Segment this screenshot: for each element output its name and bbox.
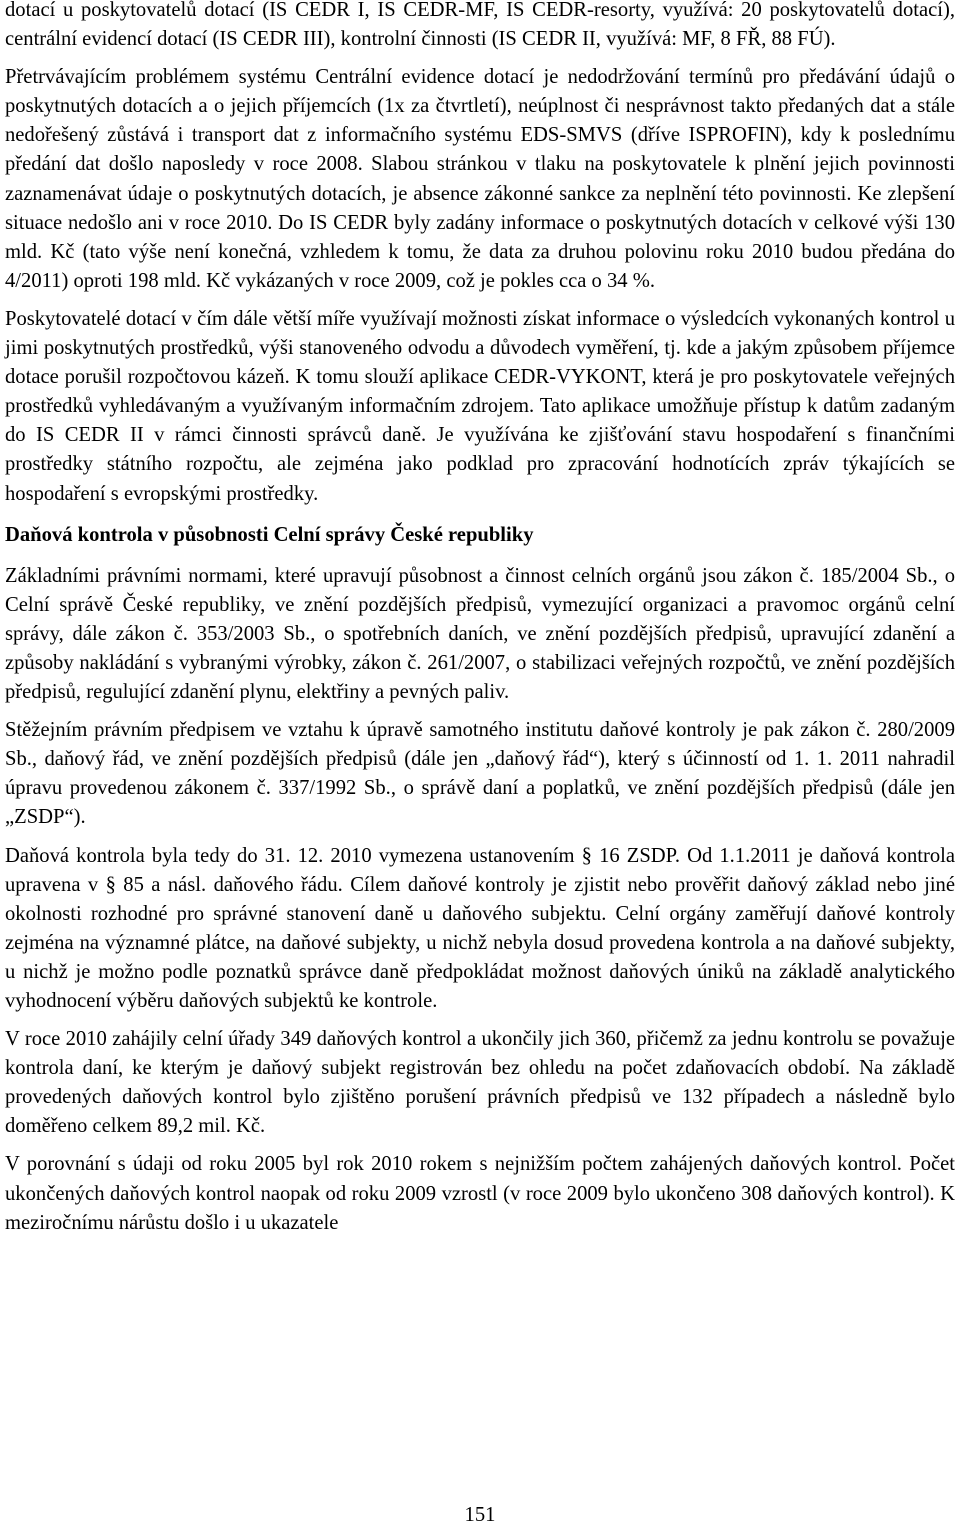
paragraph-audits-2010: V roce 2010 zahájily celní úřady 349 daňových kontrol a ukončily jich 360, přičemž za jednu kontrolu se považuje kontrola daní, ke kterým je daňový subjekt registrován bez ohledu na počet zdaňovacích období. Na základě provedených daňových kontrol bylo zjištěno porušení právních předpisů ve 132 případech a následně bylo doměřeno celkem 89,2 mil. Kč. bbox=[5, 1028, 955, 1138]
section-heading: Daňová kontrola v působnosti Celní správy České republiky bbox=[5, 523, 534, 546]
paragraph-cedr-problems: Přetrvávajícím problémem systému Centrální evidence dotací je nedodržování termínů pro předávání údajů o poskytnutých dotacích a o jejich příjemcích (1x za čtvrtletí), neúplnost či nesprávnost takto předaných dat a stále nedořešený zůstává i transport dat z informačního systému EDS-SMVS (dříve ISPROFIN), kdy k poslednímu předání dat došlo naposledy v roce 2008. Slabou stránkou v tlaku na poskytovatele k plnění jejich povinnosti zaznamenávat údaje o poskytnutých dotacích, je absence zákonné sankce za neplnění této povinnosti. Ke zlepšení situace nedošlo ani v roce 2010. Do IS CEDR byly zadány informace o poskytnutých dotacích v celkové výši 130 mld. Kč (tato výše není konečná, vzhledem k tomu, že data za druhou polovinu roku 2010 budou předána do 4/2011) oproti 198 mld. Kč vykázaných v roce 2009, což je pokles cca o 34 %. bbox=[5, 66, 955, 292]
paragraph-comparison: V porovnání s údaji od roku 2005 byl rok 2010 rokem s nejnižším počtem zahájených daňových kontrol. Počet ukončených daňových kontrol naopak od roku 2009 vzrostl (v roce 2009 bylo ukončeno 308 daňových kontrol). K meziročnímu nárůstu došlo i u ukazatele bbox=[5, 1153, 955, 1234]
document-page bbox=[5, 0, 955, 1247]
paragraph-tax-code: Stěžejním právním předpisem ve vztahu k úpravě samotného institutu daňové kontroly je pak zákon č. 280/2009 Sb., daňový řád, ve znění pozdějších předpisů (dále jen „daňový řád“), který s účinností od 1. 1. 2011 nahradil úpravu provedenou zákonem č. 337/1992 Sb., o správě daní a poplatků, ve znění pozdějších předpisů (dále jen „ZSDP“). bbox=[5, 719, 955, 829]
paragraph-cedr-systems: dotací u poskytovatelů dotací (IS CEDR I, IS CEDR-MF, IS CEDR-resorty, využívá: 20 poskytovatelů dotací), centrální evidencí dotací (IS CEDR III), kontrolní činnosti (IS CEDR II, využívá: MF, 8 FŘ, 88 FÚ). bbox=[5, 0, 955, 51]
paragraph-tax-audit-definition: Daňová kontrola byla tedy do 31. 12. 2010 vymezena ustanovením § 16 ZSDP. Od 1.1.2011 je daňová kontrola upravena v § 85 a násl. daňového řádu. Cílem daňové kontroly je zjistit nebo prověřit daňový základ nebo jiné okolnosti rozhodné pro správné stanovení daně u daňového subjektu. Celní orgány zaměřují daňové kontroly zejména na významné plátce, na daňové subjekty, u nichž nebyla dosud provedena kontrola a na daňové subjekty, u nichž je možno podle poznatků správce daně předpokládat možnost daňových úniků na základě analytického vyhodnocení výběru daňových subjektů ke kontrole. bbox=[5, 844, 955, 1012]
paragraph-cedr-vykont: Poskytovatelé dotací v čím dále větší míře využívají možnosti získat informace o výsledcích vykonaných kontrol u jimi poskytnutých prostředků, výši stanoveného odvodu a důvodech vyměření, tj. kde a jakým způsobem příjemce dotace porušil rozpočtovou kázeň. K tomu slouží aplikace CEDR-VYKONT, která je pro poskytovatele veřejných prostředků vyhledávaným a využívaným informačním zdrojem. Tato aplikace umožňuje přístup k datům zadaným do IS CEDR II v rámci činnosti správců daně. Je využívána ke zjišťování stavu hospodaření s finančními prostředky státního rozpočtu, ale zejména jako podklad pro zpracování hodnotících zpráv týkajících se hospodaření s evropskými prostředky. bbox=[5, 307, 955, 505]
paragraph-legal-norms: Základními právními normami, které upravují působnost a činnost celních orgánů jsou zákon č. 185/2004 Sb., o Celní správě České republiky, ve znění pozdějších předpisů, vymezující organizaci a pravomoc orgánů celní správy, dále zákon č. 353/2003 Sb., o spotřebních daních, ve znění pozdějších předpisů, upravující zdanění a způsoby nakládání s vybranými výrobky, zákon č. 261/2007, o stabilizaci veřejných rozpočtů, ve znění pozdějších předpisů, regulující zdanění plynu, elektřiny a pevných paliv. bbox=[5, 564, 955, 704]
page-number: 151 bbox=[464, 1504, 496, 1526]
